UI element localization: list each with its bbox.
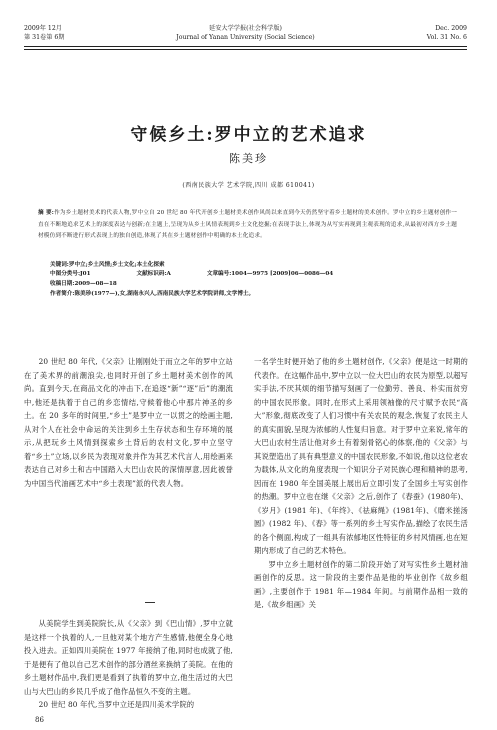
abstract — [38, 208, 457, 243]
article-author: 陈美珍 — [229, 152, 268, 165]
author-bio — [50, 290, 457, 299]
clc-number: 中图分类号:J01 — [50, 271, 91, 277]
classification-row — [50, 270, 457, 279]
body-left-column — [24, 355, 233, 490]
body-paragraph-4: 一名学生时便开始了他的乡土题材创作,《父亲》便是这一时期的代表作。在这幅作品中,罗中立以一位大巴山的农民为原型,以超写实手法,不厌其烦的细节描写刻画了一位勤劳、善良、朴实而贫穷的中国农民形象。同时,在形式上采用领袖像的尺寸赋予农民“高大”形象,彻底改变了人们习惯中有关农民的观念,恢复了农民主人的真实面貌,呈现为浓郁的人性复归旨意。对于罗中立来说,常年的大巴山农村生活让他对乡土有着刻骨铭心的体察,他的《父亲》与其说塑造出了具有典型意义的中国农民形象,不如说,他以这位老农为载体,从文化的角度表现一个知识分子对民族心理和精神的思考,因而在 1980 年全国美展上展出后立即引发了全国乡土写实创作的热潮。罗中立也在继《父亲》之后,创作了《春蚕》(1980年)、《岁月》(1981 年)、《年终》、《祛麻绳》(1981年)、《磨米搓汤圆》(1982 年)、《春》等一系列的乡土写实作品,描绘了农民生活的各个侧面,构成了一组具有浓郁地区性特征的乡村风情画,也在短期内形成了自己的艺术特色。 — [254, 357, 468, 555]
received-date — [50, 280, 457, 289]
article-number: 文章编号:1004—9975 [2009]06—0086—04 — [206, 271, 334, 277]
article-title: 守候乡土:罗中立的艺术追求 — [130, 125, 367, 145]
header-rule-thin — [24, 49, 467, 50]
abstract-label: 摘 要: — [38, 210, 55, 216]
body-left-column-lower — [24, 617, 233, 712]
body-paragraph-5: 罗中立乡土题材创作的第二阶段开始了对写实性乡土题材油画创作的反思。这一阶段的主要作品是他的毕业创作《故乡组画》,主要创作于 1981 年—1984 年间。与前期作品相一致的是,《故乡组画》关 — [254, 559, 468, 609]
header-volume: 第 31卷第 6期 — [24, 34, 65, 41]
body-right-column — [254, 355, 468, 612]
header-center — [24, 24, 467, 42]
keywords-text: 关键词:罗中立;乡土风情;乡土文化;本土化探索 — [50, 262, 165, 268]
body-paragraph-3: 20 世纪 80 年代,当罗中立还是四川美术学院的 — [38, 700, 195, 709]
header-volume-en: Vol. 31 No. 6 — [426, 34, 467, 41]
header-right — [427, 24, 467, 42]
header-date: 2009年 12月 — [24, 25, 62, 32]
journal-name-en: Journal of Yanan University (Social Science) — [176, 34, 315, 41]
document-code: 文献标识码:A — [136, 271, 171, 277]
section-separator — [145, 602, 155, 603]
author-affiliation: (西南民族大学 艺术学院,四川 成都 610041) — [182, 182, 315, 189]
author-bio-text: 作者简介:陈美珍(1977—),女,湖南永兴人,西南民族大学艺术学院讲师,文学博士。 — [50, 291, 255, 297]
keywords — [50, 261, 457, 270]
body-paragraph-2: 从美院学生到美院院长,从《父亲》到《巴山情》,罗中立就是这样一个执着的人,一旦他对某个地方产生感情,他便全身心地投入进去。正如四川美院在 1977 年接纳了他,同时也成就了他,于是便有了他以自己艺术创作的部分酒丝来换纳了美院。在他的乡土题材作品中,我们更是看到了执着的罗中立,他生活过的大巴山与大巴山的乡民几乎成了他作品恒久不变的主题。 — [24, 619, 233, 696]
received-date-text: 收稿日期:2009—08—18 — [50, 281, 117, 287]
header-rule-thick — [24, 46, 467, 47]
journal-name-cn: 延安大学学报(社会科学版) — [209, 25, 282, 32]
abstract-text: 作为乡土题材美术的代表人物,罗中立自 20 世纪 80 年代开创乡土题材美术创作风尚以来直到今天仍然坚守着乡土题材的美术创作。罗中立的乡土题材创作一直在不断地追求艺术上的深度表达与创新;在主题上,呈现为从乡土风情表现到乡土文化挖掘;在表现手法上,体现为从写实再现到主观表现的追求,从最初对西方乡土题材模仿到不断进行形式表现上的独自创造,体现了其在乡土题材创作中明确的本土化追求。 — [38, 210, 457, 239]
body-paragraph-1: 20 世纪 80 年代,《父亲》让刚刚处于而立之年的罗中立站在了美术界的前潮浪尖,也同时开创了乡土题材美术创作的风尚。直到今天,在商品文化的冲击下,在追逐“新”“逐”后”的潮流中,他还是执着于自己的乡恋情结,守候着他心中那片神圣的乡土。在 20 多年的时间里,“乡土”是罗中立一以贯之的绘画主题,从对个人在社会中命运的关注到乡土生存状态和生存环境的展示,从把玩乡土风情到探索乡土背后的农村文化,罗中立坚守着“乡土”立场,以乡民为表现对象并作为其艺术代言人,用绘画来表达自己对乡土和古中国踏入大巴山农民的深情厚意,因此被誉为中国当代油画艺术中“乡土表现”派的代表人物。 — [24, 357, 233, 488]
page-number: 86 — [35, 716, 44, 724]
header-date-en: Dec. 2009 — [435, 25, 467, 32]
